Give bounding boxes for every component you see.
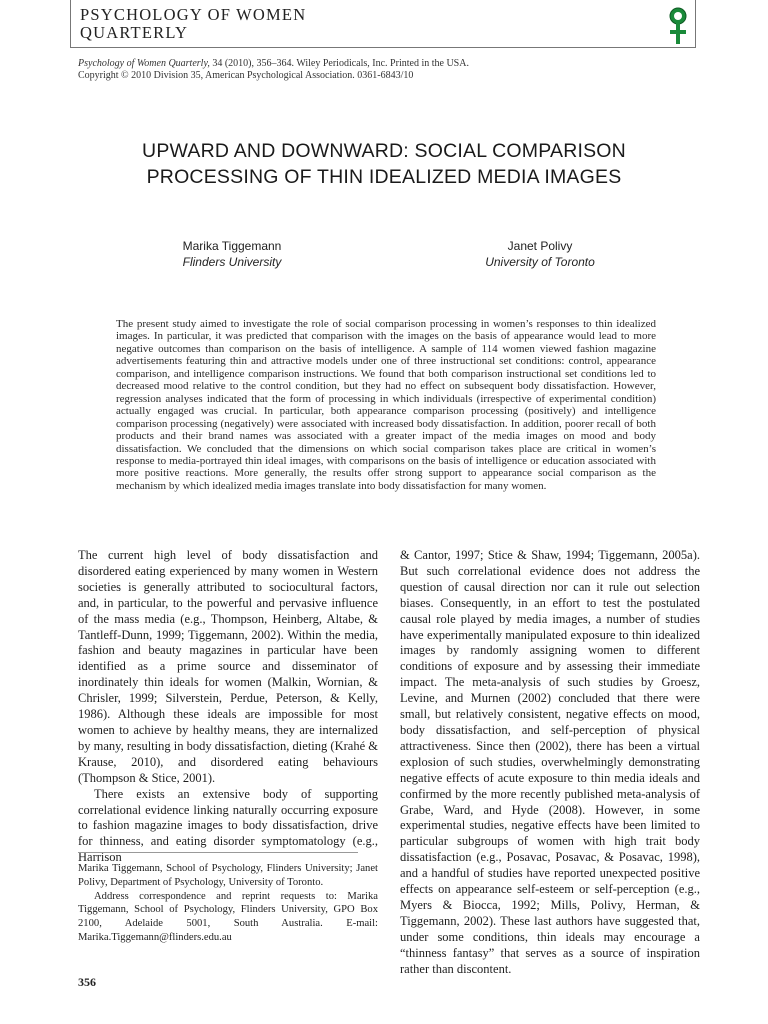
journal-title-line1: PSYCHOLOGY OF WOMEN — [80, 5, 307, 24]
author-footnote — [78, 862, 378, 945]
author-affiliation: Flinders University — [182, 255, 282, 269]
citation-journal: Psychology of Women Quarterly, — [78, 58, 210, 69]
footnote-correspondence: Address correspondence and reprint requests to: Marika Tiggemann, School of Psychology, Flinders University, GPO Box 2100, Adelaide 5001, South Australia. E-mail: Marika.Tiggemann@flinders.edu.au — [78, 890, 378, 943]
citation-copyright: Copyright © 2010 Division 35, American Psychological Association. 0361-6843/10 — [78, 70, 414, 81]
author-name: Janet Polivy — [507, 239, 573, 253]
journal-title-line2: QUARTERLY — [80, 23, 189, 42]
footnote-affiliations: Marika Tiggemann, School of Psychology, Flinders University; Janet Polivy, Department of Psychology, University of Toronto. — [78, 863, 378, 888]
paper-title-line2: PROCESSING OF THIN IDEALIZED MEDIA IMAGES — [146, 166, 622, 188]
body-paragraph: There exists an extensive body of supporting correlational evidence linking naturally occurring exposure to fashion magazine images to body dissatisfaction, drive for thinness, and eating disorder symptomatology (e.g., Harrison — [78, 786, 378, 865]
right-column — [400, 548, 700, 977]
citation-block — [78, 58, 678, 82]
paper-title-line1: UPWARD AND DOWNWARD: SOCIAL COMPARISON — [142, 140, 626, 162]
body-paragraph: The current high level of body dissatisfaction and disordered eating experienced by many women in Western societies is generally attributed to sociocultural factors, and, in particular, to the powerful and pervasive influence of the mass media (e.g., Thompson, Heinberg, Altabe, & Tantleff-Dunn, 1999; Tiggemann, 2002). Within the media, fashion and beauty magazines in particular have been identified as a prime source and disseminator of inordinately thin ideals for women (Malkin, Wornian, & Chrisler, 1999; Silverstein, Perdue, Peterson, & Kelly, 1986). Although these ideals are impossible for most women to achieve by healthy means, they are internalized by many, resulting in body dissatisfaction, dieting (Krahé & Krause, 2010), and disordered eating behaviours (Thompson & Stice, 2001). — [78, 548, 378, 785]
abstract: The present study aimed to investigate the role of social comparison processing in women’s responses to thin idealized images. In particular, it was predicted that comparison with the images on the basis of appearance would lead to more negative outcomes than comparison on the basis of intelligence. A sample of 114 women viewed fashion magazine advertisements featuring thin and attractive models under one of three instructional set conditions: control, appearance comparison, and intelligence comparison instructions. We found that both comparison instructional set conditions led to decreased mood relative to the control condition, but they had no effect on subsequent body dissatisfaction. However, regression analyses indicated that the form of processing in which individuals (irrespective of experimental condition) actually engaged was crucial. In particular, both appearance comparison processing (positively) and intelligence comparison processing (negatively) were associated with increased body dissatisfaction. In addition, poorer recall of both products and their brand names was associated with a greater impact of the media images on mood and body dissatisfaction. We concluded that the dimensions on which social comparison takes place are critical in women’s response to media-portrayed thin ideal images, with comparisons on the basis of intelligence or education associated with more positive reactions. More generally, the results offer strong support to appearance social comparison as the mechanism by which idealized media images translate into body dissatisfaction for many women. — [116, 318, 656, 492]
author-block-2 — [450, 238, 630, 270]
author-affiliation: University of Toronto — [485, 255, 595, 269]
author-name: Marika Tiggemann — [182, 239, 282, 253]
left-column — [78, 548, 378, 866]
footnote-divider — [78, 852, 358, 853]
author-block-1 — [152, 238, 312, 270]
journal-title — [80, 6, 306, 42]
citation-details: 34 (2010), 356–364. Wiley Periodicals, Inc. Printed in the USA. — [209, 58, 469, 69]
body-paragraph: & Cantor, 1997; Stice & Shaw, 1994; Tiggemann, 2005a). But such correlational evidence does not address the question of causal direction nor can it rule out selection biases. Consequently, in an effort to test the postulated causal role played by media images, a number of studies have experimentally manipulated exposure to thin idealized images by randomly assigning women to different conditions of exposure and by assessing their immediate impact. The meta-analysis of such studies by Groesz, Levine, and Murnen (2002) concluded that there were small, but relatively consistent, negative effects on mood, body dissatisfaction, and self-perception of physical attractiveness. Since then (2002), there has been a virtual explosion of such studies, overwhelmingly demonstrating negative effects of acute exposure to thin media ideals and confirmed by the more recently published meta-analysis of Grabe, Ward, and Hyde (2008). However, in some experimental studies, negative effects have been limited to particular subgroups of women with high trait body dissatisfaction (e.g., Posavac, Posavac, & Posavac, 1998), and a handful of studies have reported unexpected positive effects on appearance self-esteem or self-perception (e.g., Myers & Biocca, 1992; Mills, Polivy, Herman, & Tiggemann, 2002). These last authors have suggested that, under some conditions, thin ideals may encourage a “thinness fantasy” that serves as a source of inspiration rather than discontent. — [400, 548, 700, 976]
citation-line1 — [78, 58, 678, 70]
paper-title — [60, 138, 708, 190]
page-number: 356 — [78, 975, 96, 989]
female-symbol-icon — [666, 6, 690, 46]
